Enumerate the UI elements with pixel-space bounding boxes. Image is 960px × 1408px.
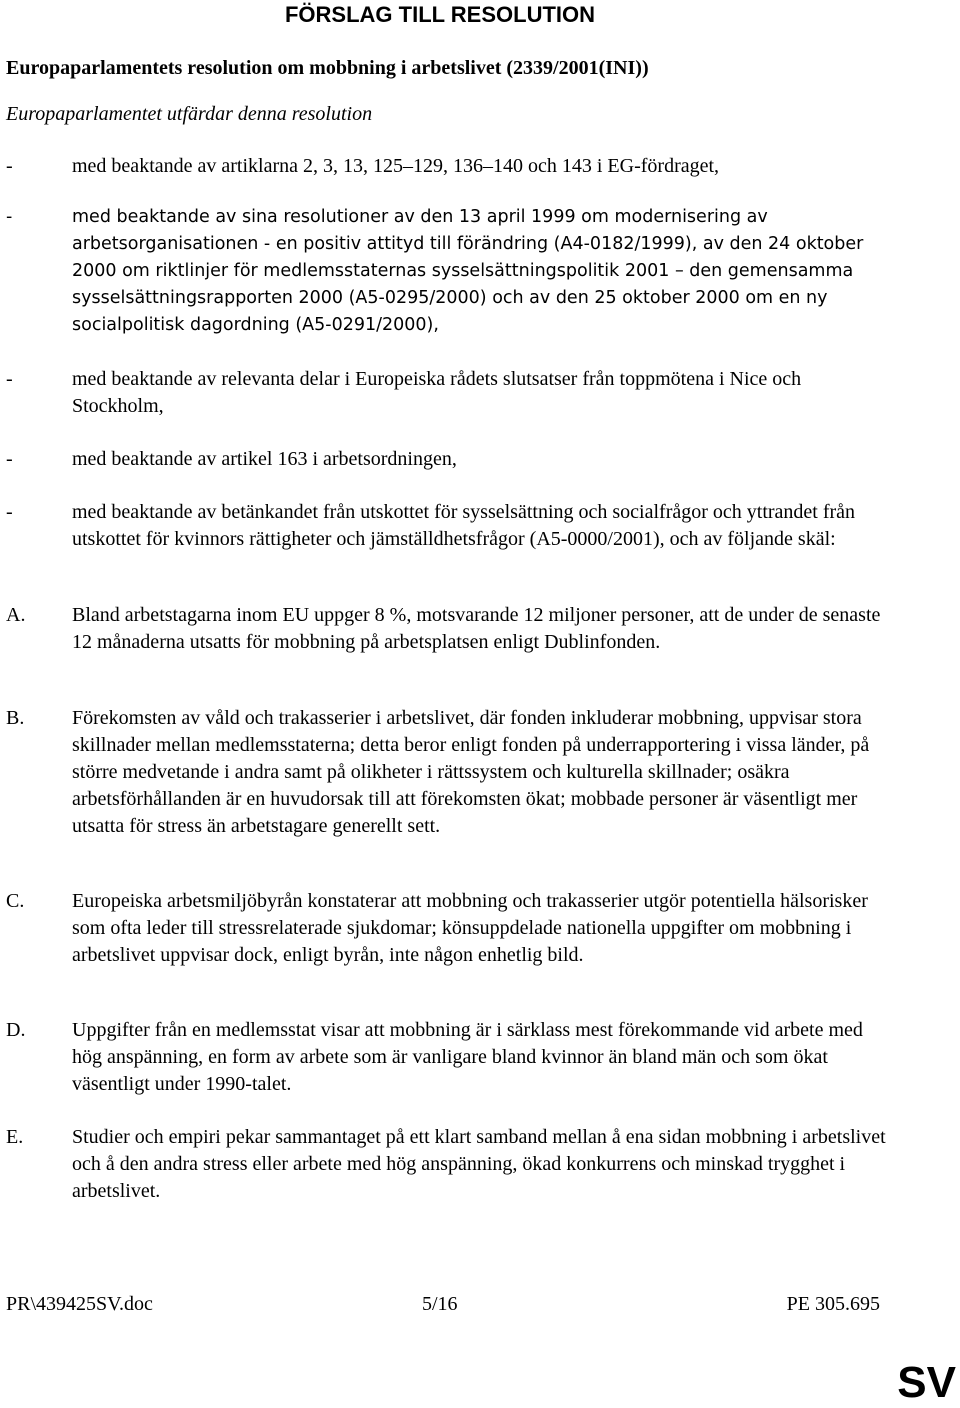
resolution-subtitle: Europaparlamentets resolution om mobbning i arbetslivet (2339/2001(INI)) <box>6 57 649 79</box>
citation-item <box>6 366 886 420</box>
language-code: SV <box>897 1358 956 1407</box>
recital-marker: E. <box>6 1126 24 1148</box>
recital-item <box>6 1124 886 1205</box>
recital-item <box>6 1017 886 1098</box>
recital-text: Bland arbetstagarna inom EU uppger 8 %, motsvarande 12 miljoner personer, att de under de senaste 12 månaderna utsatts för mobbning på arbetsplatsen enligt Dublinfonden. <box>72 604 881 653</box>
citation-item <box>6 499 886 553</box>
recital-marker: B. <box>6 707 25 729</box>
recital-item <box>6 705 886 840</box>
recital-marker: C. <box>6 890 25 912</box>
footer-doc-ref: PR\439425SV.doc <box>6 1293 153 1315</box>
citation-text: med beaktande av artikel 163 i arbetsordningen, <box>72 448 457 470</box>
citation-text: med beaktande av sina resolutioner av den 13 april 1999 om modernisering av arbetsorganisationen - en positiv attityd till förändring (A4-0182/1999), av den 24 oktober 2000 om riktlinjer för medlemsstaternas sysselsättningspolitik 2001 – den gemensamma sysselsättningsrapporten 2000 (A5-0295/2000) och av den 25 oktober 2000 om en ny socialpolitisk dagordning (A5-0291/2000), <box>72 207 864 335</box>
page-title: FÖRSLAG TILL RESOLUTION <box>284 2 596 27</box>
citation-marker: - <box>6 448 13 470</box>
recital-text: Förekomsten av våld och trakasserier i arbetslivet, där fonden inkluderar mobbning, uppvisar stora skillnader mellan medlemsstaterna; detta beror enligt fonden på underrapportering i vissa länder, på större medvetande i andra samt på olikheter i rättssystem och kulturella skillnader; osäkra arbetsförhållanden är en huvudorsak till att förekomsten ökat; mobbade personer är väsentligt mer utsatta för stress än arbetstagare generellt sett. <box>72 707 870 837</box>
recital-text: Uppgifter från en medlemsstat visar att mobbning är i särklass mest förekommande vid arbete med hög anspänning, en form av arbete som är vanligare bland kvinnor än bland män och som ökat väsentligt under 1990-talet. <box>72 1019 863 1095</box>
citation-marker: - <box>6 155 13 177</box>
resolution-intro: Europaparlamentet utfärdar denna resolution <box>6 103 373 125</box>
citation-item <box>6 153 886 180</box>
citation-marker: - <box>6 207 13 227</box>
recital-marker: D. <box>6 1019 26 1041</box>
citation-item <box>6 446 886 473</box>
citation-text: med beaktande av relevanta delar i Europeiska rådets slutsatser från toppmötena i Nice och Stockholm, <box>72 368 802 417</box>
citation-marker: - <box>6 368 13 390</box>
recital-text: Europeiska arbetsmiljöbyrån konstaterar att mobbning och trakasserier utgör potentiella hälsorisker som ofta leder till stressrelaterade sjukdomar; könsuppdelade nationella uppgifter om mobbning i arbetslivet uppvisar dock, enligt byrån, inte någon enhetlig bild. <box>72 890 868 966</box>
footer-page-number: 5/16 <box>422 1293 458 1315</box>
footer-pe-number: PE 305.695 <box>786 1293 880 1315</box>
citation-marker: - <box>6 501 13 523</box>
recital-text: Studier och empiri pekar sammantaget på ett klart samband mellan å ena sidan mobbning i arbetslivet och å den andra stress eller arbete med hög anspänning, ökad konkurrens och minskad trygghet i arbetslivet. <box>72 1126 886 1202</box>
citation-text: med beaktande av betänkandet från utskottet för sysselsättning och socialfrågor och yttrandet från utskottet för kvinnors rättigheter och jämställdhetsfrågor (A5-0000/2001), och av följande skäl: <box>72 501 856 550</box>
citation-item <box>6 204 886 339</box>
recital-marker: A. <box>6 604 26 626</box>
citation-text: med beaktande av artiklarna 2, 3, 13, 125–129, 136–140 och 143 i EG-fördraget, <box>72 155 720 177</box>
recital-item <box>6 602 886 656</box>
recital-item <box>6 888 886 969</box>
